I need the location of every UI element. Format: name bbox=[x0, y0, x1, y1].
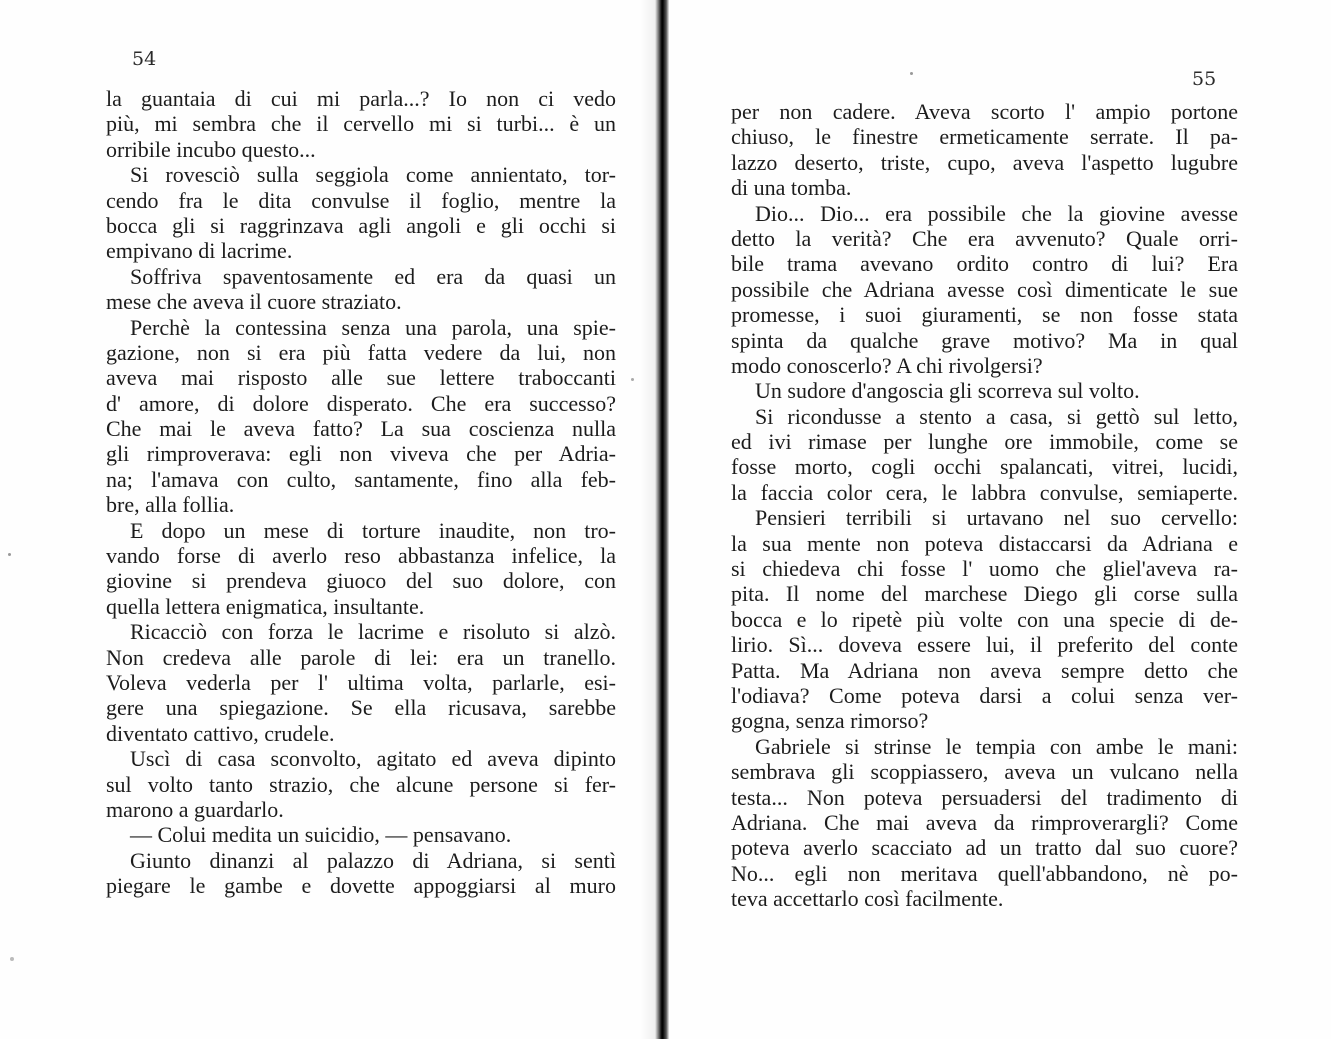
gutter-shadow bbox=[640, 0, 655, 1039]
text-line: di una tomba. bbox=[731, 175, 852, 201]
text-line: gazione, non si era più fatta vedere da lui, non bbox=[106, 339, 616, 365]
text-line: fosse morto, cogli occhi spalancati, vitrei, lucidi, bbox=[731, 454, 1238, 480]
text-line: pita. Il nome del marchese Diego gli corse sulla bbox=[731, 581, 1238, 607]
left-page bbox=[0, 0, 640, 1039]
text-line: piegare le gambe e dovette appoggiarsi al muro bbox=[106, 873, 616, 899]
text-line: gogna, senza rimorso? bbox=[731, 708, 929, 734]
text-line: più, mi sembra che il cervello mi si turbi... è un bbox=[106, 111, 616, 137]
text-line: sul volto tanto strazio, che alcune persone si fer- bbox=[106, 771, 616, 797]
text-line: chiuso, le finestre ermeticamente serrate. Il pa- bbox=[731, 124, 1238, 150]
text-line: na; l'amava con culto, santamente, fino alla feb- bbox=[106, 466, 616, 492]
text-line: modo conoscerlo? A chi rivolgersi? bbox=[731, 352, 1043, 378]
page-number-left: 54 bbox=[132, 48, 157, 70]
text-line: Dio... Dio... era possibile che la giovine avesse bbox=[755, 200, 1238, 226]
text-line: bocca e lo ripetè più volte con una specie di de- bbox=[731, 606, 1238, 632]
right-page bbox=[670, 0, 1331, 1039]
text-line: Non credeva alle parole di lei: era un tranello. bbox=[106, 644, 616, 670]
text-line: lazzo deserto, triste, cupo, aveva l'aspetto lugubre bbox=[731, 149, 1238, 175]
text-line: gere una spiegazione. Se ella ricusava, sarebbe bbox=[106, 695, 616, 721]
text-line: vando forse di averlo reso abbastanza infelice, la bbox=[106, 543, 616, 569]
text-line: la faccia color cera, le labbra convulse, semiaperte. bbox=[731, 479, 1238, 505]
paper-speck bbox=[8, 553, 11, 556]
text-line: diventato cattivo, crudele. bbox=[106, 720, 335, 746]
left-page-text bbox=[106, 86, 616, 899]
text-line: la sua mente non poteva distaccarsi da Adriana e bbox=[731, 530, 1238, 556]
text-line: testa... Non poteva persuadersi del tradimento di bbox=[731, 784, 1238, 810]
text-line: bocca gli si raggrinzava agli angoli e gli occhi si bbox=[106, 212, 616, 238]
text-line: Si rovesciò sulla seggiola come annientato, tor- bbox=[130, 162, 616, 188]
text-line: Pensieri terribili si urtavano nel suo cervello: bbox=[755, 505, 1238, 531]
text-line: si chiedeva chi fosse l' uomo che gliel'aveva ra- bbox=[731, 556, 1238, 582]
text-line: Perchè la contessina senza una parola, una spie- bbox=[130, 314, 616, 340]
text-line: Uscì di casa sconvolto, agitato ed aveva dipinto bbox=[130, 746, 616, 772]
text-line: bile trama avevano ordito contro di lui? Era bbox=[731, 251, 1238, 277]
text-line: empivano di lacrime. bbox=[106, 238, 293, 264]
text-line: Giunto dinanzi al palazzo di Adriana, si sentì bbox=[130, 847, 616, 873]
text-line: Si ricondusse a stento a casa, si gettò sul letto, bbox=[755, 403, 1238, 429]
text-line: l'odiava? Come poteva darsi a colui senza ver- bbox=[731, 682, 1238, 708]
text-line: Ricacciò con forza le lacrime e risoluto si alzò. bbox=[130, 619, 616, 645]
text-line: cendo fra le dita convulse il foglio, mentre la bbox=[106, 187, 616, 213]
text-line: mese che aveva il cuore straziato. bbox=[106, 289, 402, 315]
text-line: detto la verità? Che era avvenuto? Quale orri- bbox=[731, 225, 1238, 251]
text-line: Soffriva spaventosamente ed era da quasi un bbox=[130, 263, 616, 289]
text-line: spinta da qualche grave motivo? Ma in qual bbox=[731, 327, 1238, 353]
text-line: teva accettarlo così facilmente. bbox=[731, 886, 1004, 912]
text-line: Adriana. Che mai aveva da rimproverargli? Come bbox=[731, 809, 1238, 835]
text-line: No... egli non meritava quell'abbandono, nè po- bbox=[731, 860, 1238, 886]
text-line: bre, alla follia. bbox=[106, 492, 235, 518]
text-line: ed ivi rimase per lunghe ore immobile, come se bbox=[731, 429, 1238, 455]
page-number-right: 55 bbox=[1192, 68, 1217, 90]
text-line: lirio. Sì... doveva essere lui, il preferito del conte bbox=[731, 632, 1238, 658]
text-line: Patta. Ma Adriana non aveva sempre detto che bbox=[731, 657, 1238, 683]
text-line: sembrava gli scoppiassero, aveva un vulcano nella bbox=[731, 759, 1238, 785]
text-line: Voleva vederla per l' ultima volta, parlarle, esi- bbox=[106, 669, 616, 695]
text-line: promesse, i suoi giuramenti, se non fosse stata bbox=[731, 302, 1238, 328]
text-line: — Colui medita un suicidio, — pensavano. bbox=[130, 822, 512, 848]
text-line: giovine si prendeva giuoco del suo dolore, con bbox=[106, 568, 616, 594]
right-page-text bbox=[731, 99, 1238, 912]
text-line: poteva averlo scacciato ad un tratto dal suo cuore? bbox=[731, 835, 1238, 861]
text-line: la guantaia di cui mi parla...? Io non ci vedo bbox=[106, 86, 616, 111]
text-line: aveva mai risposto alle sue lettere traboccanti bbox=[106, 365, 616, 391]
paper-speck bbox=[631, 378, 634, 381]
text-line: per non cadere. Aveva scorto l' ampio portone bbox=[731, 99, 1238, 124]
book-gutter bbox=[655, 0, 669, 1039]
paper-speck bbox=[910, 72, 913, 75]
text-line: Un sudore d'angoscia gli scorreva sul volto. bbox=[755, 378, 1140, 404]
text-line: Gabriele si strinse le tempia con ambe le mani: bbox=[755, 733, 1238, 759]
text-line: possibile che Adriana avesse così dimenticate le sue bbox=[731, 276, 1238, 302]
text-line: quella lettera enigmatica, insultante. bbox=[106, 593, 425, 619]
text-line: orribile incubo questo... bbox=[106, 136, 316, 162]
text-line: d' amore, di dolore disperato. Che era successo? bbox=[106, 390, 616, 416]
text-line: marono a guardarlo. bbox=[106, 796, 284, 822]
paper-speck bbox=[10, 957, 14, 961]
text-line: Che mai le aveva fatto? La sua coscienza nulla bbox=[106, 416, 616, 442]
text-line: gli rimproverava: egli non viveva che per Adria- bbox=[106, 441, 616, 467]
text-line: E dopo un mese di torture inaudite, non tro- bbox=[130, 517, 616, 543]
